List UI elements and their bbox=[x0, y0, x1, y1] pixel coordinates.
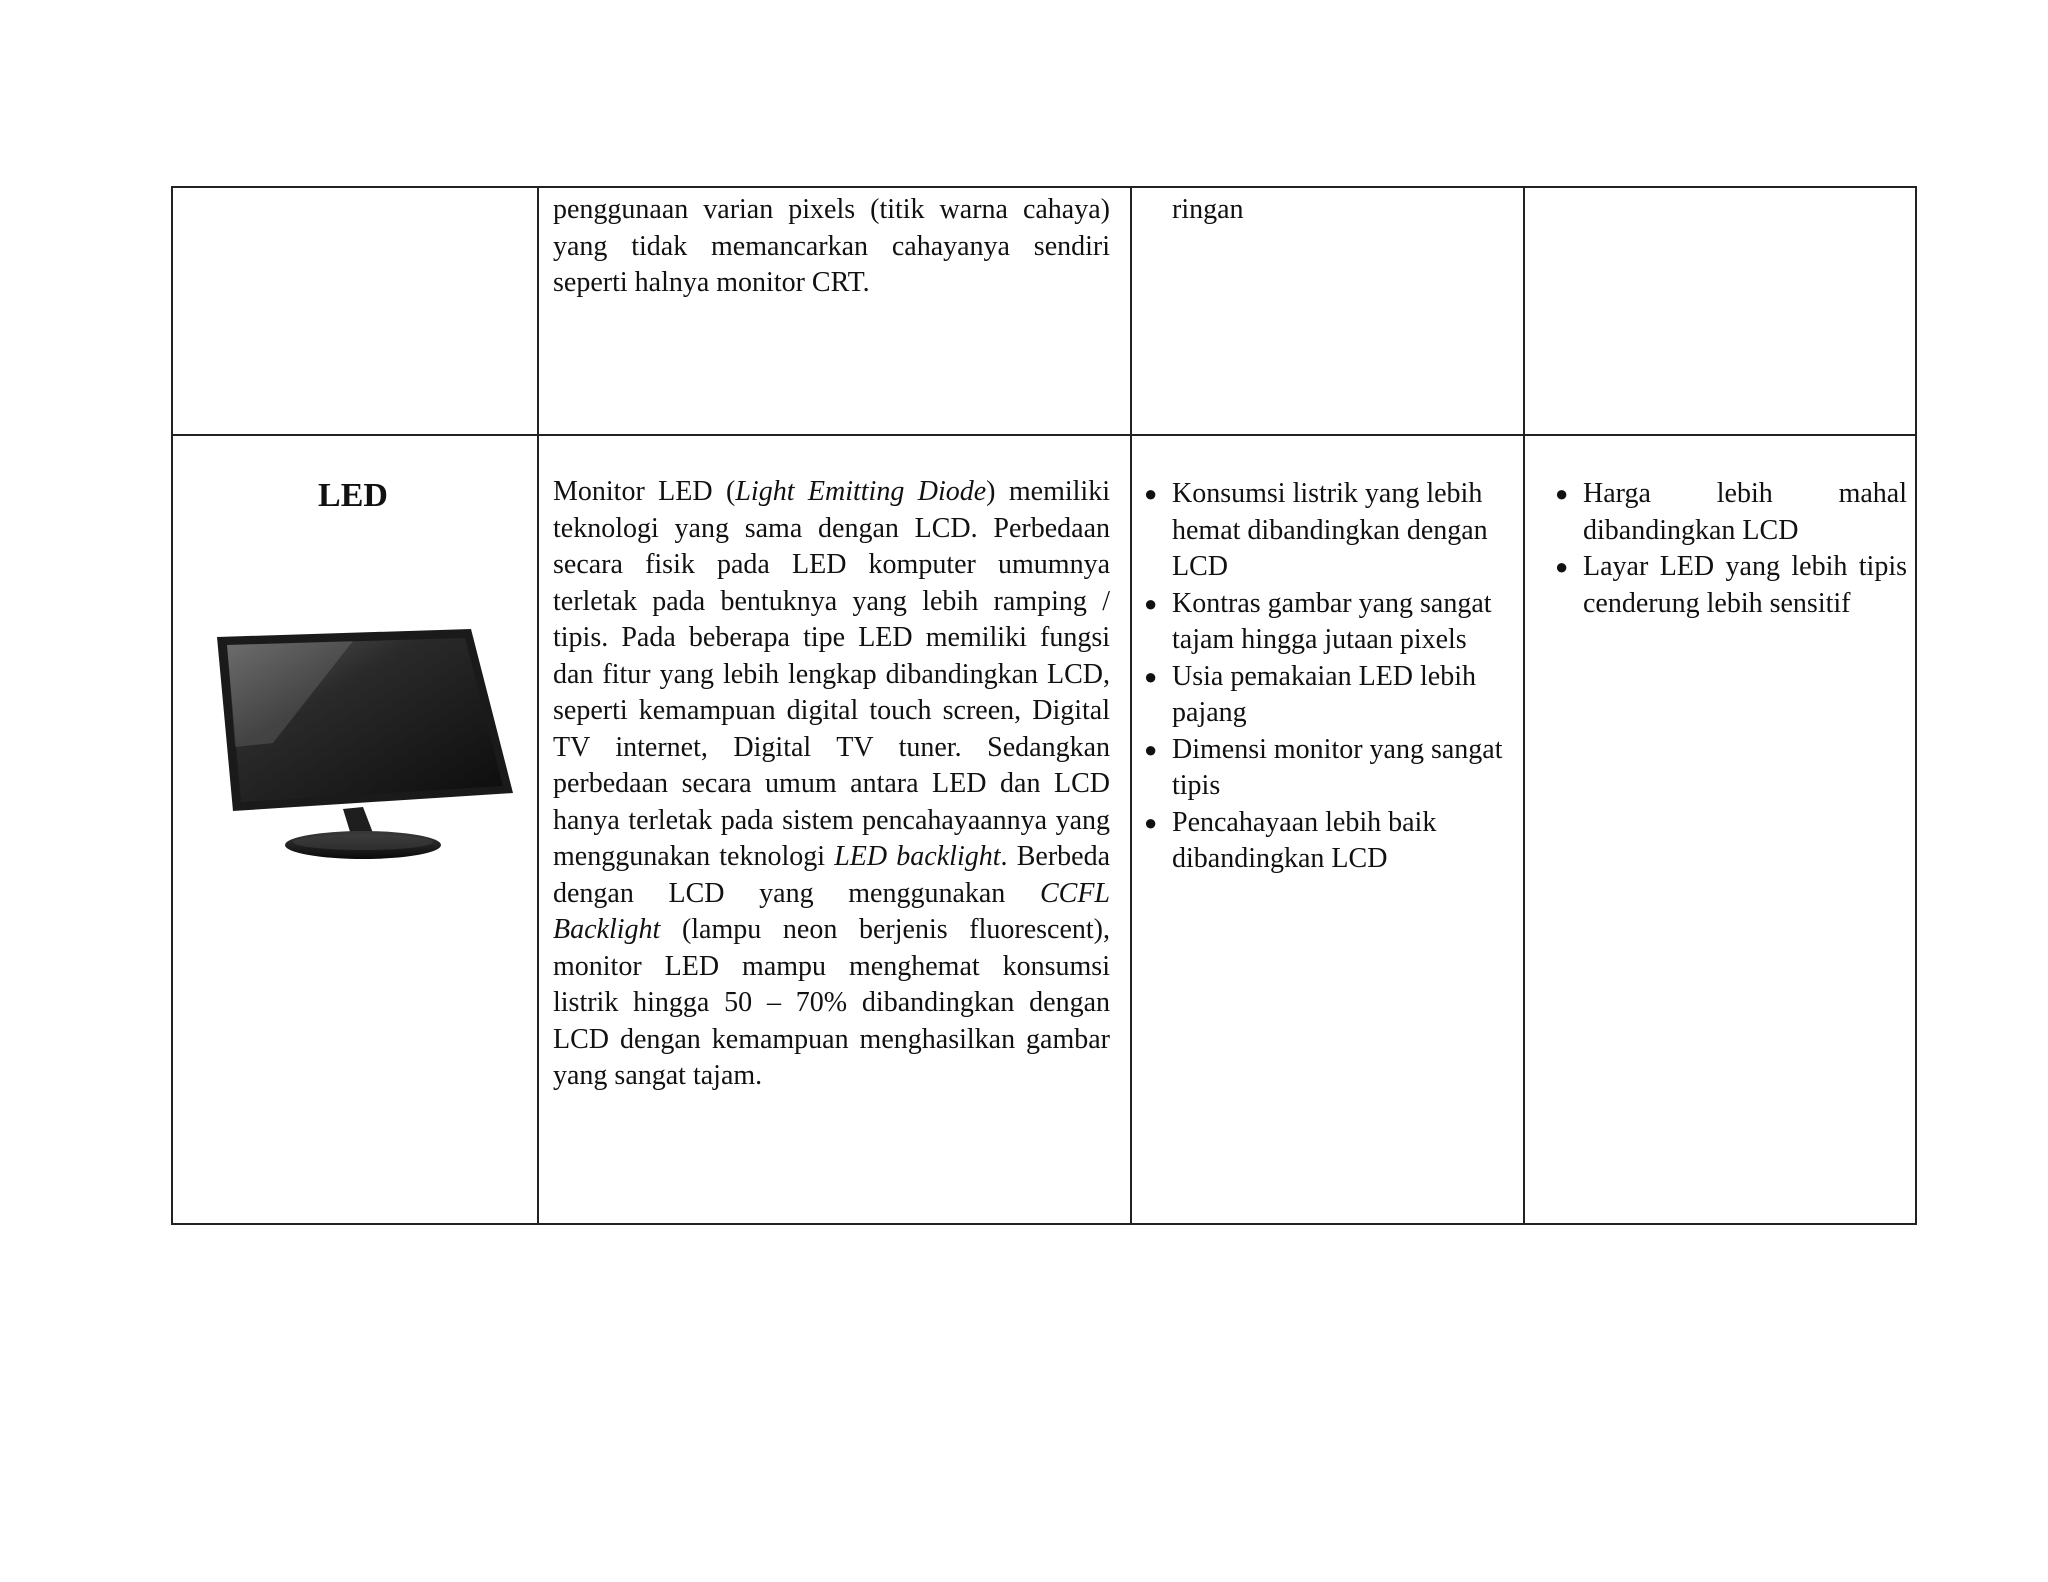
advantages-list bbox=[1144, 476, 1503, 878]
type-cell bbox=[172, 435, 538, 1224]
list-item: ● Konsumsi listrik yang lebih hemat dibandingkan dengan LCD bbox=[1144, 478, 1488, 582]
advantages-text: ringan bbox=[1172, 194, 1244, 225]
list-item: ● Kontras gambar yang sangat tajam hingga jutaan pixels bbox=[1144, 587, 1492, 655]
description-cell bbox=[538, 435, 1131, 1224]
bullet-icon: ● bbox=[1144, 809, 1158, 835]
computer-monitor-icon bbox=[213, 623, 513, 863]
table-row bbox=[172, 435, 1916, 1224]
description-italic-3: CCFL Backlight bbox=[553, 877, 1110, 945]
bullet-icon: ● bbox=[1144, 481, 1158, 506]
bullet-icon: ● bbox=[1555, 481, 1569, 506]
description-cell bbox=[538, 187, 1131, 435]
description-text: penggunaan varian pixels (titik warna cahaya) yang tidak memancarkan cahayanya sendiri seperti halnya monitor CRT. bbox=[553, 194, 1110, 298]
disadvantages-list bbox=[1555, 476, 1907, 622]
list-item: ● Harga lebih mahal dibandingkan LCD bbox=[1555, 478, 1907, 546]
bullet-icon: ● bbox=[1555, 554, 1569, 579]
bullet-icon: ● bbox=[1144, 590, 1158, 616]
description-text bbox=[553, 474, 1110, 1095]
description-part-4: (lampu neon berjenis fluorescent), monitor LED mampu menghemat konsumsi listrik hingga 50 – 70% dibandingkan dengan LCD dengan kemampuan menghasilkan gambar yang sangat tajam. bbox=[553, 914, 1110, 1091]
description-italic-1: Light Emitting Diode bbox=[735, 476, 987, 507]
type-cell bbox=[172, 187, 538, 435]
list-item: ● Layar LED yang lebih tipis cenderung lebih sensitif bbox=[1555, 551, 1907, 619]
description-part-2: ) memiliki teknologi yang sama dengan LCD. Perbedaan secara fisik pada LED komputer umumnya terletak pada bentuknya yang lebih ramping / tipis. Pada beberapa tipe LED memiliki fungsi dan fitur yang lebih lengkap dibandingkan LCD, seperti kemampuan digital touch screen, Digital TV internet, Digital TV tuner. Sedangkan perbedaan secara umum antara LED dan LCD hanya terletak pada sistem pencahayaannya yang menggunakan teknologi bbox=[553, 476, 1110, 872]
list-item: ● Dimensi monitor yang sangat tipis bbox=[1144, 733, 1503, 801]
description-part-1: Monitor LED ( bbox=[553, 476, 736, 507]
description-part-3: . Berbeda dengan LCD yang menggunakan bbox=[553, 841, 1110, 909]
disadvantages-cell bbox=[1524, 187, 1916, 435]
disadvantages-cell bbox=[1524, 435, 1916, 1224]
list-item: ● Pencahayaan lebih baik dibandingkan LCD bbox=[1144, 806, 1437, 874]
type-label: LED bbox=[318, 477, 388, 514]
advantages-cell bbox=[1131, 435, 1524, 1224]
description-italic-2: LED backlight bbox=[834, 841, 1001, 872]
comparison-table bbox=[171, 186, 1917, 1225]
list-item: ● Usia pemakaian LED lebih pajang bbox=[1144, 660, 1477, 728]
bullet-icon: ● bbox=[1144, 663, 1158, 689]
advantages-cell bbox=[1131, 187, 1524, 435]
table-row bbox=[172, 187, 1916, 435]
bullet-icon: ● bbox=[1144, 736, 1158, 762]
